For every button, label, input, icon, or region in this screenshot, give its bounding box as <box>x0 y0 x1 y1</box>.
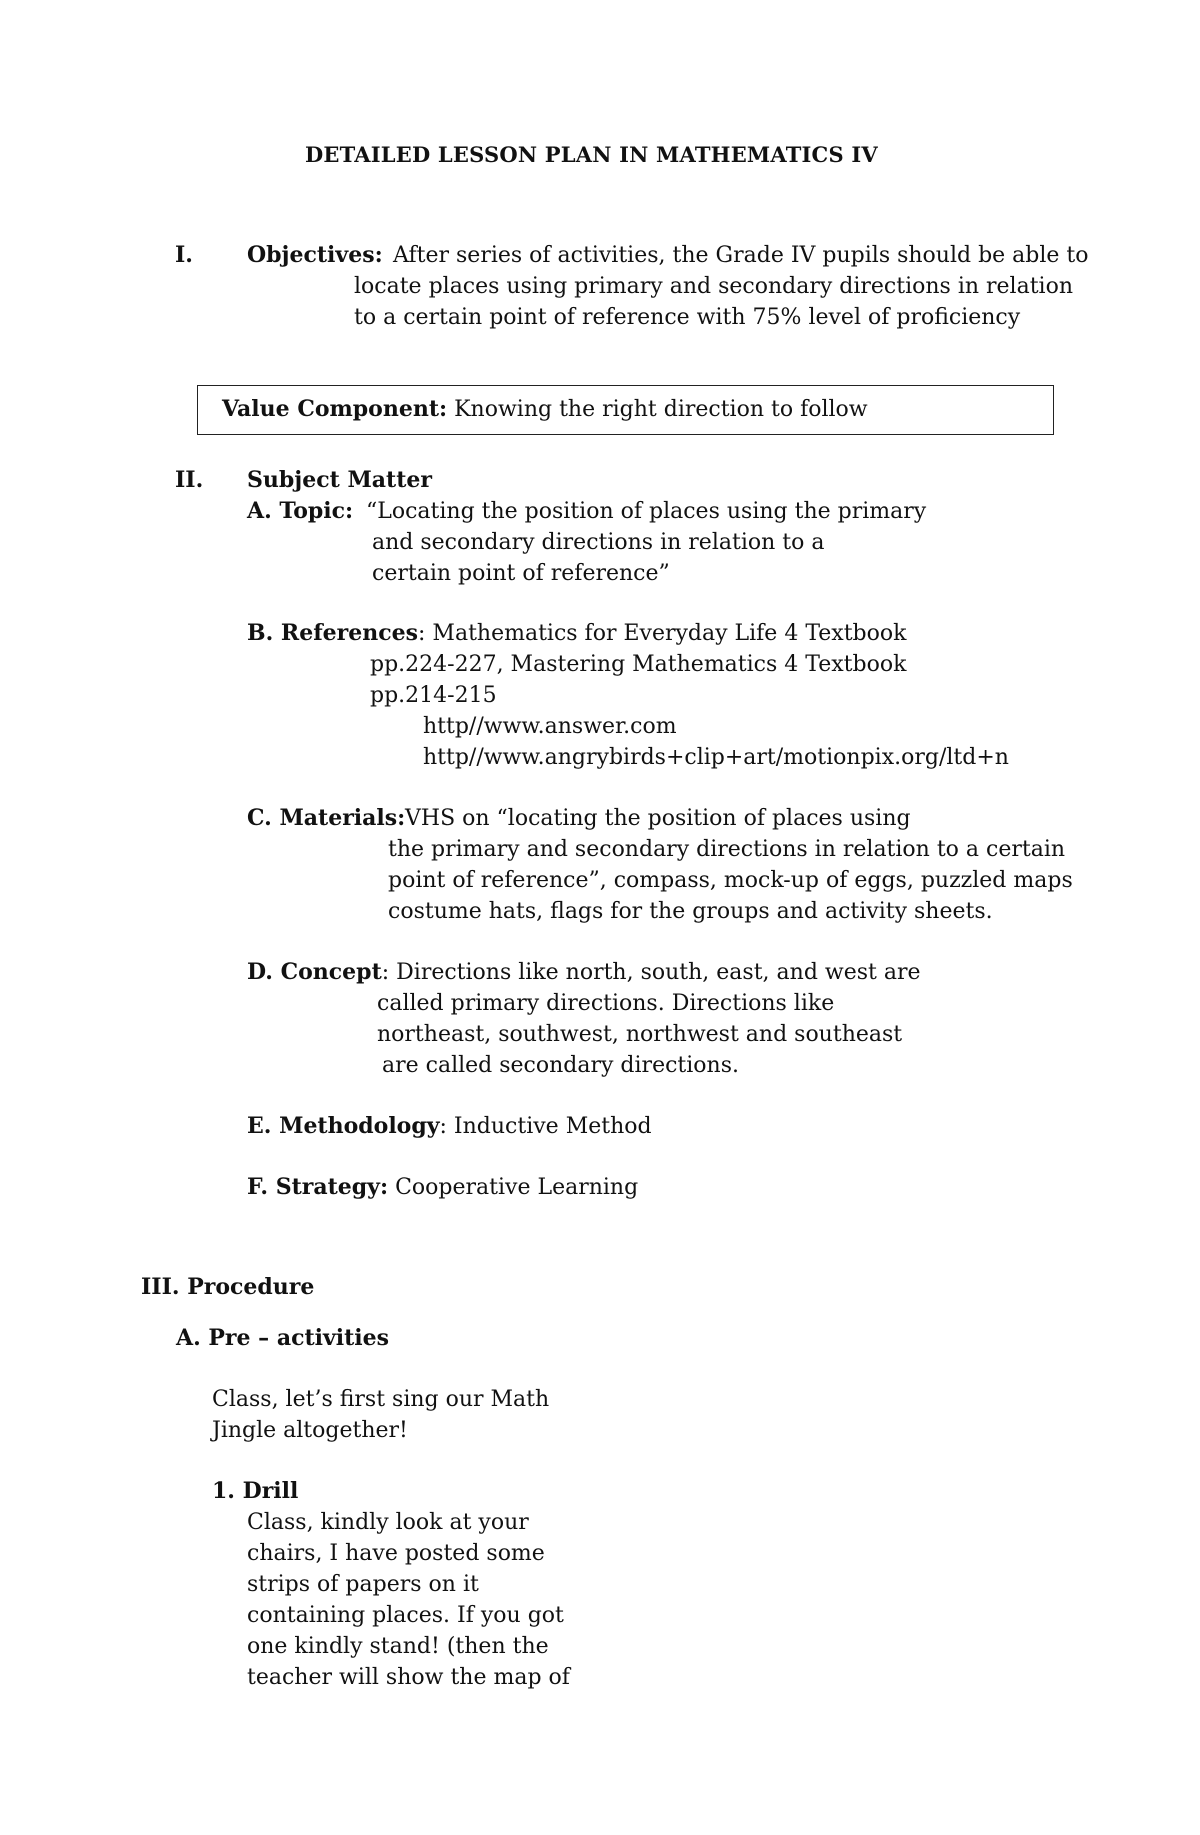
materials-line-3: point of reference”, compass, mock-up of eggs, puzzled maps <box>388 868 1073 893</box>
objectives-line-2: locate places using primary and secondary directions in relation <box>354 274 1073 299</box>
methodology-value: : Inductive Method <box>439 1114 652 1139</box>
value-component-box <box>197 385 1054 435</box>
references-label: B. References <box>247 620 419 646</box>
pre-activities-heading: A. Pre – activities <box>176 1325 390 1351</box>
strategy-value: Cooperative Learning <box>395 1175 639 1200</box>
value-component-text <box>222 394 868 425</box>
drill-heading: 1. Drill <box>212 1478 299 1504</box>
reference-link-angrybirds[interactable]: http//www.angrybirds+clip+art/motionpix.org/ltd+n <box>423 745 1009 770</box>
references-line-3: pp.214-215 <box>370 683 497 708</box>
section-2-number: II. <box>175 467 204 493</box>
references-line-2: pp.224-227, Mastering Mathematics 4 Textbook <box>370 652 907 677</box>
materials-line-2: the primary and secondary directions in relation to a certain <box>388 837 1066 862</box>
pre-activities-line-1: Class, let’s first sing our Math <box>212 1387 550 1412</box>
topic-line-1: “Locating the position of places using the primary <box>366 499 927 524</box>
drill-line-1: Class, kindly look at your <box>247 1510 529 1535</box>
value-component-value: Knowing the right direction to follow <box>454 397 868 422</box>
drill-line-2: chairs, I have posted some <box>247 1541 545 1566</box>
topic-line-2: and secondary directions in relation to a <box>372 530 825 555</box>
topic-label: A. Topic: <box>247 498 354 524</box>
pre-activities-line-2: Jingle altogether! <box>212 1418 408 1443</box>
reference-link-answer[interactable]: http//www.answer.com <box>423 714 677 739</box>
objectives-line-3: to a certain point of reference with 75% level of proficiency <box>354 305 1021 330</box>
methodology-label: E. Methodology <box>247 1113 440 1139</box>
drill-line-5: one kindly stand! (then the <box>247 1634 549 1659</box>
procedure-heading: III. Procedure <box>141 1274 315 1300</box>
references-value: : Mathematics for Everyday Life 4 Textbook <box>418 621 907 646</box>
materials-label: C. Materials: <box>247 805 406 831</box>
strategy-label: F. Strategy: <box>247 1174 389 1200</box>
concept-line-1 <box>247 957 921 988</box>
concept-line-4: are called secondary directions. <box>382 1053 739 1078</box>
drill-line-3: strips of papers on it <box>247 1572 479 1597</box>
methodology-line <box>247 1111 652 1142</box>
concept-value: : Directions like north, south, east, and west are <box>381 960 921 985</box>
objectives-label: Objectives: <box>247 242 383 268</box>
objectives-line-1: After series of activities, the Grade IV pupils should be able to <box>393 243 1089 268</box>
references-line-1 <box>247 618 906 649</box>
subject-matter-heading: Subject Matter <box>247 467 432 493</box>
value-component-label: Value Component: <box>222 396 448 422</box>
section-1-number: I. <box>175 242 193 268</box>
drill-line-6: teacher will show the map of <box>247 1665 570 1690</box>
strategy-line <box>247 1172 638 1203</box>
concept-line-3: northeast, southwest, northwest and southeast <box>377 1022 903 1047</box>
drill-line-4: containing places. If you got <box>247 1603 564 1628</box>
topic-line-3: certain point of reference” <box>372 561 670 586</box>
materials-line-4: costume hats, flags for the groups and activity sheets. <box>388 899 993 924</box>
concept-line-2: called primary directions. Directions like <box>377 991 835 1016</box>
page-title: DETAILED LESSON PLAN IN MATHEMATICS IV <box>305 142 878 167</box>
materials-line-1: VHS on “locating the position of places using <box>405 806 911 831</box>
concept-label: D. Concept <box>247 959 382 985</box>
